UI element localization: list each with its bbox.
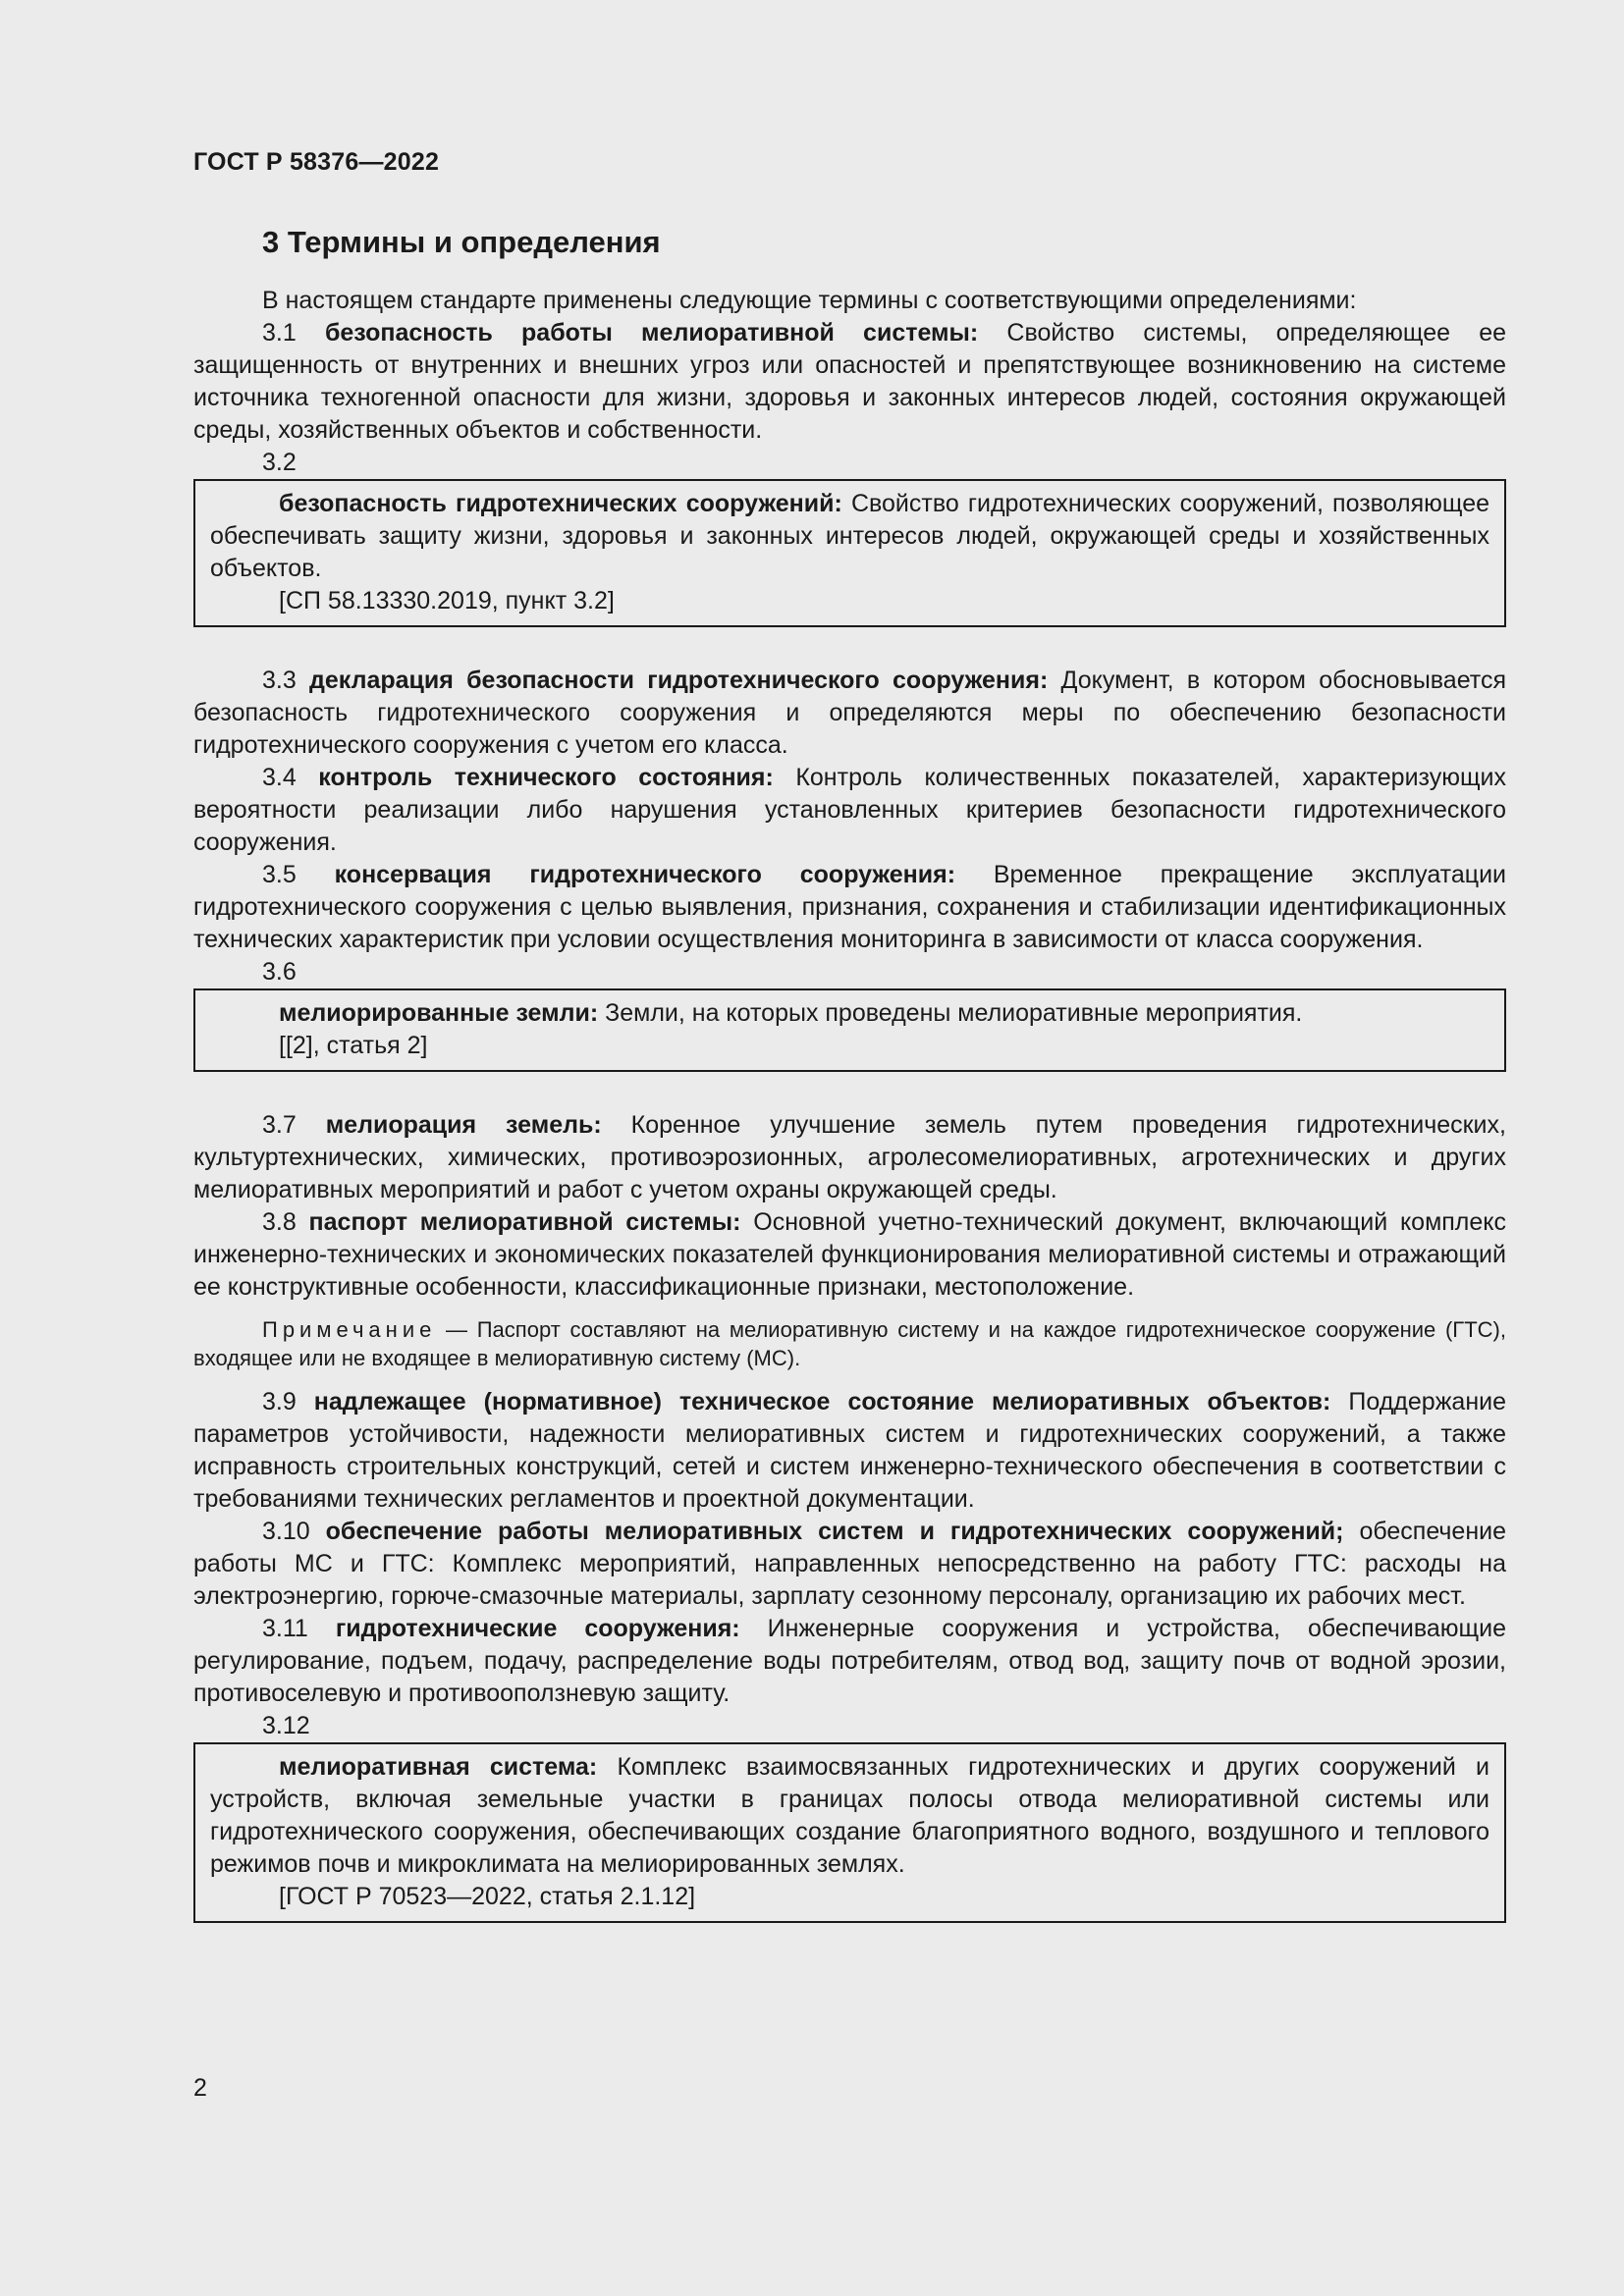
term-title: безопасность гидротехнических сооружений: — [279, 490, 842, 517]
term-3-4 — [193, 762, 1506, 859]
intro-paragraph: В настоящем стандарте применены следующие термины с соответствующими определениями: — [262, 287, 1357, 314]
note-text: — Паспорт составляют на мелиоративную систему и на каждое гидротехническое сооружение (ГТС), входящее или не входящее в мелиоративную систему (МС). — [193, 1317, 1506, 1370]
term-title: контроль технического состояния: — [318, 764, 774, 791]
term-number: 3.7 — [262, 1111, 297, 1139]
term-3-2-number: 3.2 — [262, 449, 297, 476]
term-3-12 — [210, 1751, 1489, 1881]
term-3-3 — [193, 665, 1506, 762]
term-number: 3.1 — [262, 319, 297, 347]
term-definition: Свойство системы, определяющее ее защищенность от внутренних и внешних угроз или опасностей и препятствующее возникновению на системе источника техногенной опасности для жизни, здоровья и законных интересов людей, состояния окружающей среды, хозяйственных объектов и собственности. — [193, 319, 1506, 444]
term-definition: обеспечение работы МС и ГТС: Комплекс мероприятий, направленных непосредственно на работу ГТС: расходы на электроэнергию, горюче-смазочные материалы, зарплату сезонному персоналу, организацию их рабочих мест. — [193, 1518, 1507, 1610]
term-3-2-box — [193, 479, 1506, 627]
term-title: декларация безопасности гидротехнического сооружения: — [309, 667, 1049, 694]
term-3-10 — [193, 1516, 1506, 1613]
term-definition: Коренное улучшение земель путем проведения гидротехнических, культуртехнических, химических, противоэрозионных, агролесомелиоративных, агротехнических и других мелиоративных мероприятий и работ с учетом охраны окружающей среды. — [193, 1111, 1506, 1203]
term-number: 3.3 — [262, 667, 297, 694]
term-definition: Инженерные сооружения и устройства, обеспечивающие регулирование, подъем, подачу, распределение воды потребителям, отвод вод, защиту почв от водной эрозии, противоселевую и противооползневую защиту. — [193, 1615, 1506, 1707]
term-definition: Основной учетно-технический документ, включающий комплекс инженерно-технических и экономических показателей функционирования мелиоративной системы и отражающий ее конструктивные особенности, классификационные признаки, местоположение. — [193, 1208, 1507, 1301]
term-source: [[2], статья 2] — [279, 1032, 428, 1059]
term-title: мелиорация земель: — [325, 1111, 602, 1139]
term-3-7 — [193, 1109, 1506, 1206]
term-3-8 — [193, 1206, 1506, 1304]
note-label: Примечание — [262, 1317, 437, 1342]
term-number: 3.10 — [262, 1518, 310, 1545]
document-code-header: ГОСТ Р 58376—2022 — [193, 148, 440, 176]
term-3-5 — [193, 859, 1506, 956]
term-title: мелиорированные земли: — [279, 999, 599, 1027]
term-3-11 — [193, 1613, 1506, 1710]
term-3-6 — [210, 997, 1489, 1030]
term-title: надлежащее (нормативное) техническое состояние мелиоративных объектов: — [313, 1388, 1331, 1415]
term-3-8-note — [193, 1315, 1506, 1372]
term-title: консервация гидротехнического сооружения: — [334, 861, 956, 888]
term-definition: Комплекс взаимосвязанных гидротехнических и других сооружений и устройств, включая земельные участки в границах полосы отвода мелиоративной системы или гидротехнического сооружения, обеспечивающих создание благоприятного водного, воздушного и теплового режимов почв и микроклимата на мелиорированных землях. — [210, 1753, 1489, 1878]
term-title: обеспечение работы мелиоративных систем и гидротехнических сооружений; — [325, 1518, 1344, 1545]
term-title: гидротехнические сооружения: — [335, 1615, 740, 1642]
page-number: 2 — [193, 2074, 207, 2102]
term-definition: Земли, на которых проведены мелиоративные мероприятия. — [605, 999, 1303, 1027]
term-number: 3.5 — [262, 861, 297, 888]
term-definition: Контроль количественных показателей, характеризующих вероятности реализации либо нарушения установленных критериев безопасности гидротехнического сооружения. — [193, 764, 1507, 856]
term-definition: Поддержание параметров устойчивости, надежности мелиоративных систем и гидротехнических сооружений, а также исправность строительных конструкций, сетей и систем инженерно-технического обеспечения в соответствии с требованиями технических регламентов и проектной документации. — [193, 1388, 1506, 1513]
term-3-6-number: 3.6 — [262, 958, 297, 986]
term-source: [ГОСТ Р 70523—2022, статья 2.1.12] — [279, 1883, 696, 1910]
term-3-9 — [193, 1386, 1506, 1516]
term-number: 3.9 — [262, 1388, 297, 1415]
terms-content — [193, 285, 1506, 1960]
term-3-12-number: 3.12 — [262, 1712, 310, 1739]
term-3-12-box — [193, 1742, 1506, 1923]
term-number: 3.4 — [262, 764, 297, 791]
term-definition: Свойство гидротехнических сооружений, позволяющее обеспечивать защиту жизни, здоровья и законных интересов людей, окружающей среды и хозяйственных объектов. — [210, 490, 1489, 582]
term-3-2 — [210, 488, 1489, 585]
term-title: паспорт мелиоративной системы: — [308, 1208, 741, 1236]
term-3-1 — [193, 317, 1506, 447]
term-definition: Временное прекращение эксплуатации гидротехнического сооружения с целью выявления, признания, сохранения и стабилизации идентификационных технических характеристик при условии осуществления мониторинга в зависимости от класса сооружения. — [193, 861, 1506, 953]
term-3-6-box — [193, 988, 1506, 1072]
term-number: 3.8 — [262, 1208, 297, 1236]
term-title: безопасность работы мелиоративной системы: — [324, 319, 979, 347]
term-source: [СП 58.13330.2019, пункт 3.2] — [279, 587, 615, 614]
term-number: 3.11 — [262, 1615, 308, 1642]
term-definition: Документ, в котором обосновывается безопасность гидротехнического сооружения и определяются меры по обеспечению безопасности гидротехнического сооружения с учетом его класса. — [193, 667, 1506, 759]
section-title: 3 Термины и определения — [262, 225, 661, 259]
term-title: мелиоративная система: — [279, 1753, 598, 1781]
